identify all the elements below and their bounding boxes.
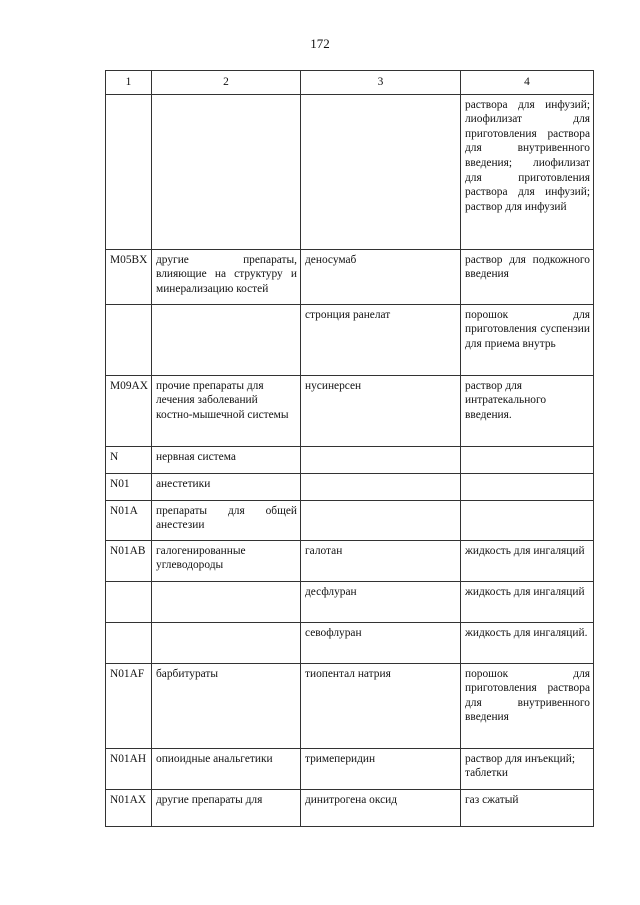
- group-cell: галогенированные углеводороды: [152, 540, 301, 581]
- group-cell: [152, 94, 301, 249]
- table-row: [106, 94, 594, 249]
- atc-code-cell: N: [106, 446, 152, 473]
- table-row: [106, 500, 594, 540]
- table-row: [106, 446, 594, 473]
- table-row: [106, 789, 594, 826]
- drug-cell: динитрогена оксид: [301, 789, 461, 826]
- group-cell: препараты для общей анестезии: [152, 500, 301, 540]
- group-cell: прочие препараты для лечения заболеваний костно-мышечной системы: [152, 375, 301, 446]
- drug-cell: [301, 446, 461, 473]
- atc-code-cell: N01AH: [106, 748, 152, 789]
- form-cell: жидкость для ингаляций.: [461, 622, 594, 663]
- table-row: [106, 304, 594, 375]
- form-cell: порошок для приготовления суспензии для приема внутрь: [461, 304, 594, 375]
- form-cell: [461, 500, 594, 540]
- drug-cell: [301, 500, 461, 540]
- page-number: 172: [310, 36, 330, 51]
- table-row: [106, 748, 594, 789]
- group-cell: [152, 304, 301, 375]
- form-cell: раствор для интратекального введения.: [461, 375, 594, 446]
- atc-code-cell: [106, 94, 152, 249]
- atc-code-cell: M09AX: [106, 375, 152, 446]
- atc-code-cell: [106, 581, 152, 622]
- form-cell: газ сжатый: [461, 789, 594, 826]
- table-row: [106, 249, 594, 304]
- drug-cell: севофлуран: [301, 622, 461, 663]
- form-cell: раствор для инъекций; таблетки: [461, 748, 594, 789]
- header-cell: 4: [461, 71, 594, 95]
- table-row: [106, 581, 594, 622]
- header-cell: 3: [301, 71, 461, 95]
- group-cell: другие препараты для: [152, 789, 301, 826]
- atc-code-cell: [106, 622, 152, 663]
- drug-cell: [301, 94, 461, 249]
- drug-cell: тиопентал натрия: [301, 663, 461, 748]
- table-row: [106, 540, 594, 581]
- drug-classification-table: [105, 70, 594, 827]
- atc-code-cell: N01AB: [106, 540, 152, 581]
- table-header-row: [106, 71, 594, 95]
- form-cell: раствор для подкожного введения: [461, 249, 594, 304]
- group-cell: другие препараты, влияющие на структуру и минерализацию костей: [152, 249, 301, 304]
- atc-code-cell: N01AF: [106, 663, 152, 748]
- drug-cell: деносумаб: [301, 249, 461, 304]
- form-cell: порошок для приготовления раствора для внутривенного введения: [461, 663, 594, 748]
- atc-code-cell: M05BX: [106, 249, 152, 304]
- drug-cell: [301, 473, 461, 500]
- drug-cell: нусинерсен: [301, 375, 461, 446]
- atc-code-cell: N01: [106, 473, 152, 500]
- table-row: [106, 473, 594, 500]
- drug-cell: десфлуран: [301, 581, 461, 622]
- form-cell: жидкость для ингаляций: [461, 540, 594, 581]
- header-cell: 1: [106, 71, 152, 95]
- drug-cell: тримеперидин: [301, 748, 461, 789]
- group-cell: барбитураты: [152, 663, 301, 748]
- group-cell: [152, 622, 301, 663]
- form-cell: [461, 473, 594, 500]
- form-cell: раствора для инфузий; лиофилизат для приготовления раствора для внутривенного введения; лиофилизат для приготовления раствора для инфузий; раствор для инфузий: [461, 94, 594, 249]
- drug-cell: стронция ранелат: [301, 304, 461, 375]
- group-cell: [152, 581, 301, 622]
- group-cell: опиоидные анальгетики: [152, 748, 301, 789]
- table-row: [106, 622, 594, 663]
- table-row: [106, 375, 594, 446]
- table-row: [106, 663, 594, 748]
- form-cell: жидкость для ингаляций: [461, 581, 594, 622]
- group-cell: нервная система: [152, 446, 301, 473]
- group-cell: анестетики: [152, 473, 301, 500]
- atc-code-cell: [106, 304, 152, 375]
- form-cell: [461, 446, 594, 473]
- header-cell: 2: [152, 71, 301, 95]
- drug-cell: галотан: [301, 540, 461, 581]
- atc-code-cell: N01A: [106, 500, 152, 540]
- atc-code-cell: N01AX: [106, 789, 152, 826]
